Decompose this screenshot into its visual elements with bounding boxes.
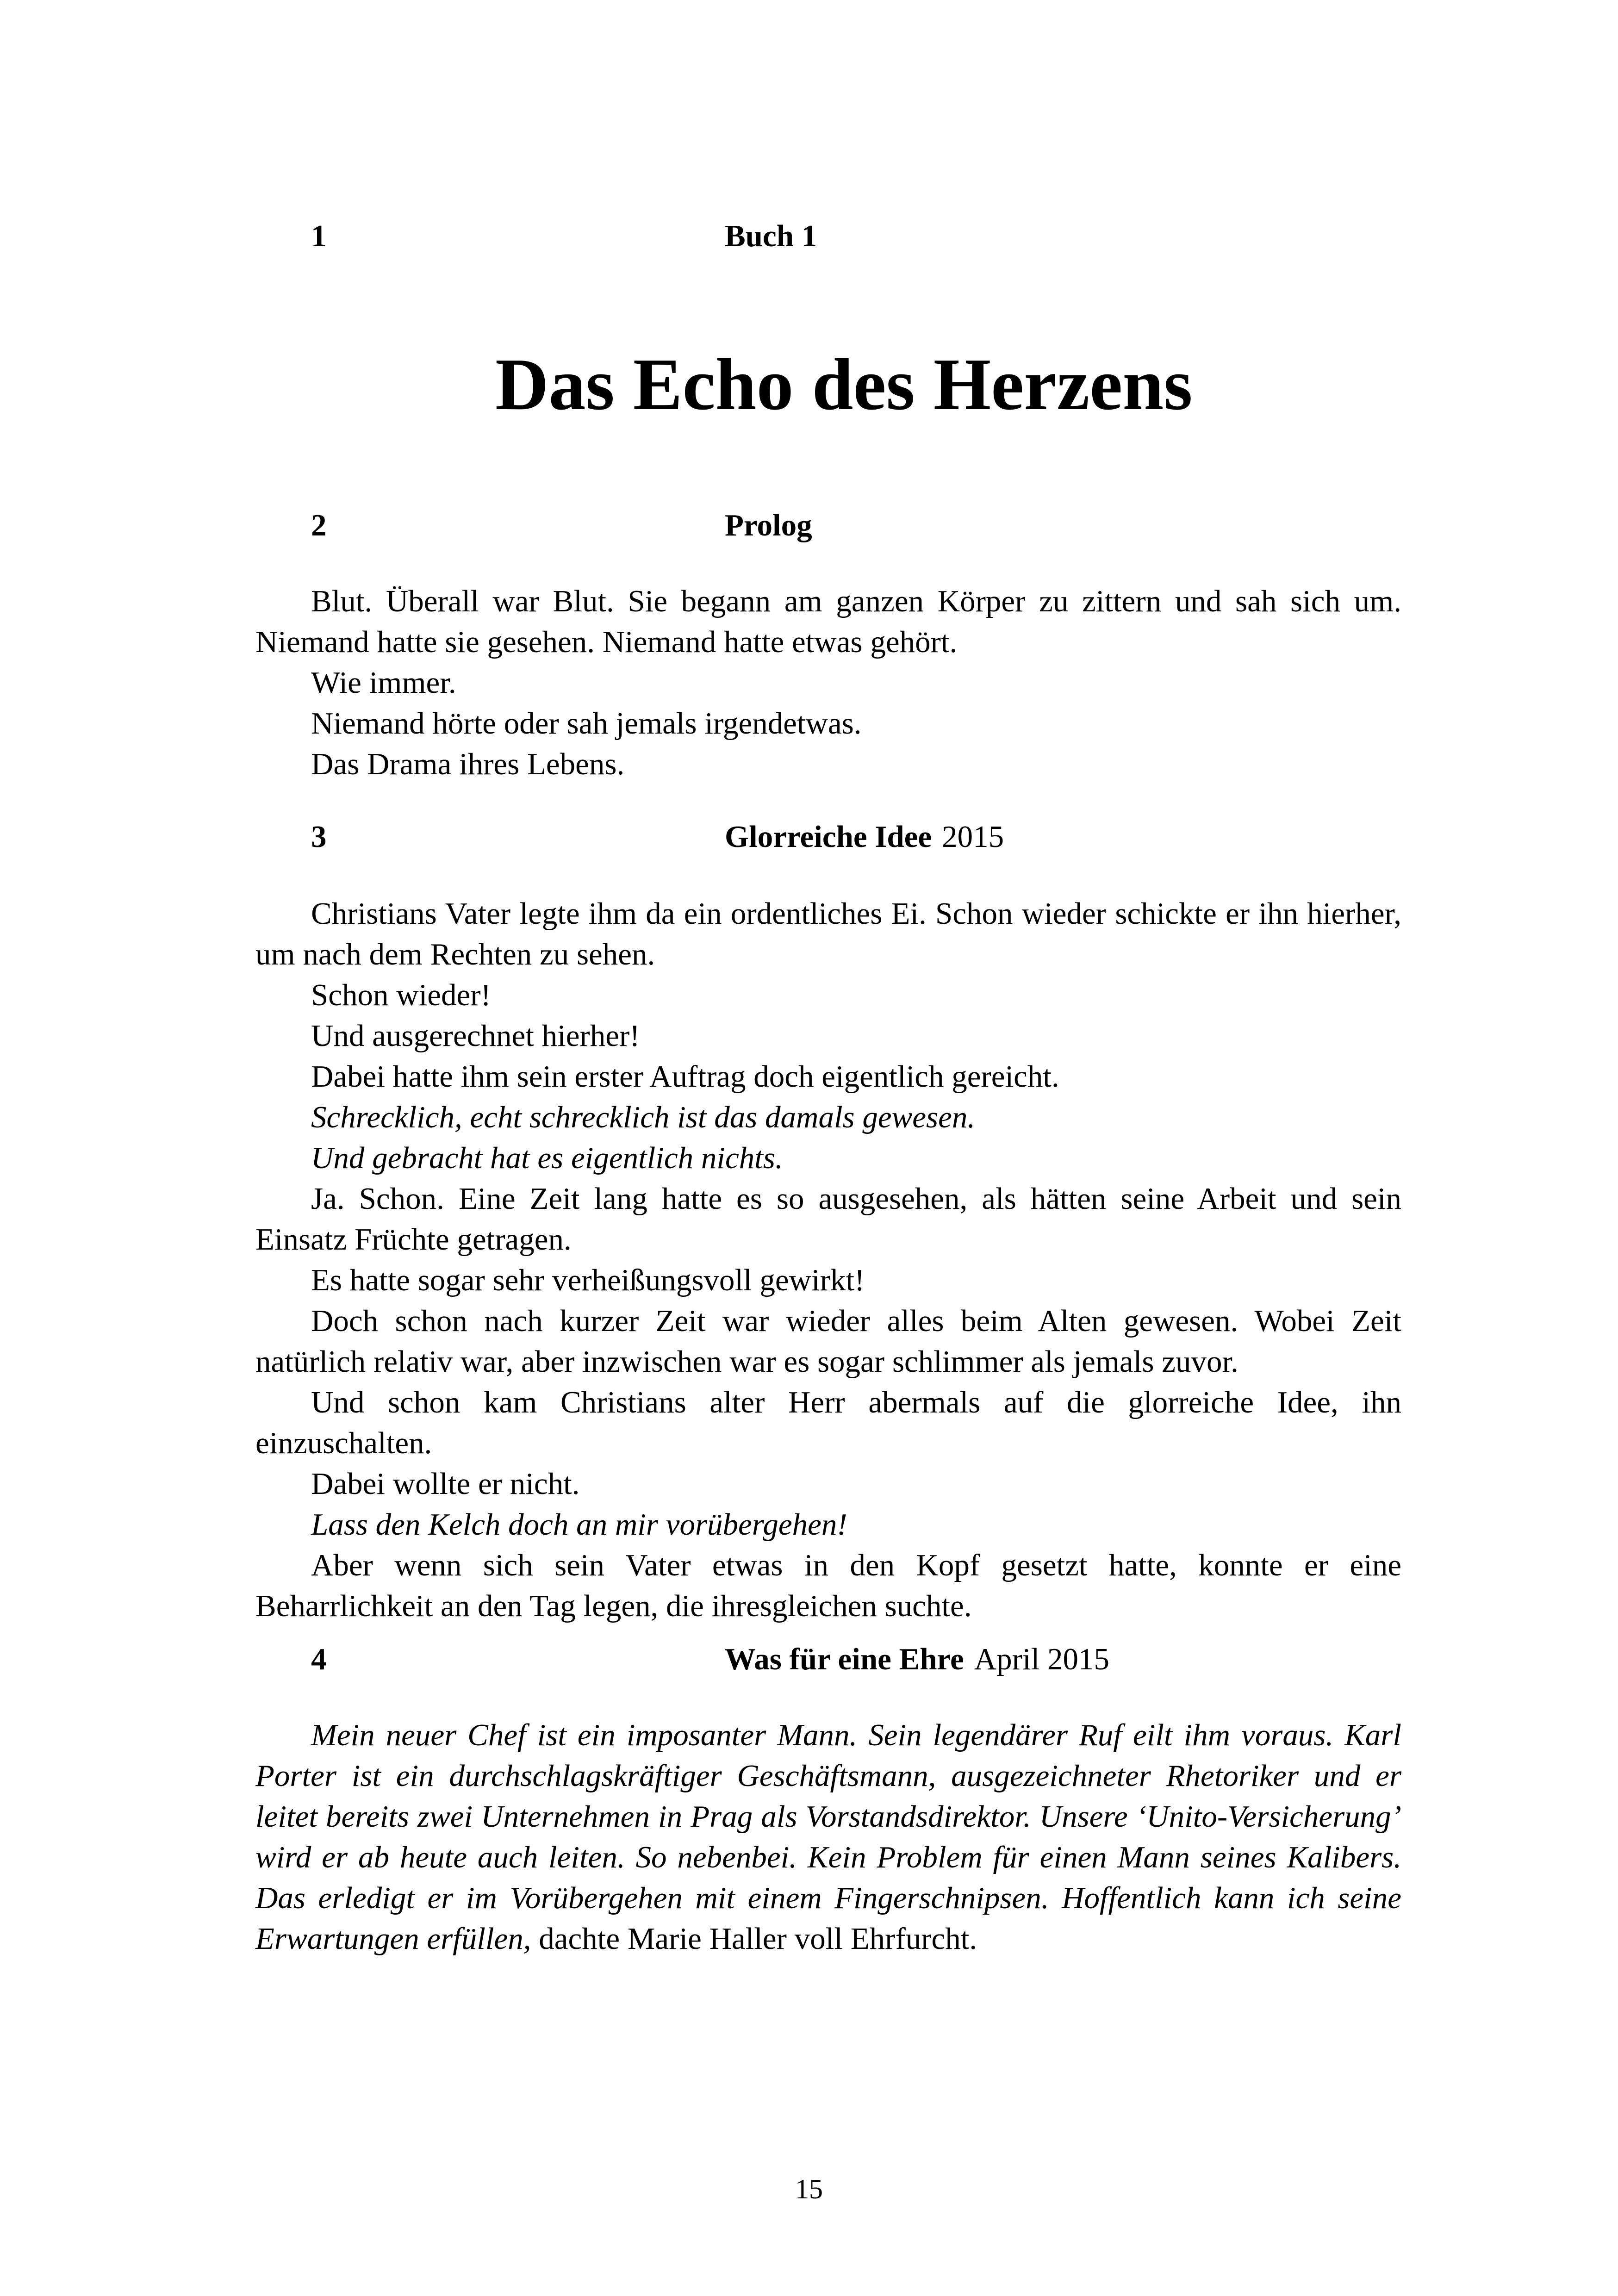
paragraph-italic: Und gebracht hat es eigentlich nichts. [311, 1141, 783, 1175]
chapter-date: April 2015 [974, 1642, 1109, 1676]
paragraph: Doch schon nach kurzer Zeit war wieder alles beim Alten gewesen. Wobei Zeit natürlich relativ war, aber inzwischen war es sogar schlimmer als jemals zuvor. [255, 1304, 1401, 1379]
chapter-2-body [255, 581, 1401, 784]
paragraph: Wie immer. [311, 666, 456, 700]
paragraph-italic: Lass den Kelch doch an mir vorübergehen! [311, 1507, 847, 1542]
paragraph: Niemand hörte oder sah jemals irgendetwas. [311, 706, 862, 740]
paragraph: Aber wenn sich sein Vater etwas in den Kopf gesetzt hatte, konnte er eine Beharrlichkeit an den Tag legen, die ihresgleichen suchte. [255, 1548, 1401, 1623]
chapter-title-text: Buch 1 [725, 219, 817, 253]
paragraph: Und schon kam Christians alter Herr abermals auf die glorreiche Idee, ihn einzuschalten. [255, 1385, 1401, 1460]
chapter-title [725, 502, 812, 548]
chapter-4-body [255, 1715, 1401, 1959]
chapter-heading-4 [255, 1636, 1401, 1682]
text-block [255, 0, 1401, 2296]
chapter-year: 2015 [942, 820, 1004, 854]
paragraph: Dabei wollte er nicht. [311, 1467, 580, 1501]
paragraph-italic: Schrecklich, echt schrecklich ist das damals gewesen. [311, 1100, 976, 1134]
chapter-heading-3 [255, 814, 1401, 860]
paragraph-roman-part: dachte Marie Haller voll Ehrfurcht. [531, 1922, 977, 1956]
paragraph-italic-part: Mein neuer Chef ist ein imposanter Mann. Sein legendärer Ruf eilt ihm voraus. Karl Porter ist ein durchschlagskräftiger Geschäftsmann, ausgezeichneter Rhetoriker und er leitet bereits zwei Unternehmen in Prag als Vorstandsdirektor. Unsere ‘Unito-Versicherung’ wird er ab heute auch leiten. So nebenbei. Kein Problem für einen Mann seines Kalibers. Das erledigt er im Vorübergehen mit einem Fingerschnipsen. Hoffentlich kann ich seine Erwartungen erfüllen, [255, 1718, 1401, 1956]
chapter-number: 3 [311, 820, 327, 854]
chapter-title [725, 814, 1004, 860]
paragraph: Und ausgerechnet hierher! [311, 1019, 640, 1053]
chapter-title [725, 1636, 1109, 1682]
chapter-title [725, 213, 817, 259]
chapter-heading-1 [255, 213, 1401, 259]
paragraph: Ja. Schon. Eine Zeit lang hatte es so ausgesehen, als hätten seine Arbeit und sein Einsatz Früchte getragen. [255, 1182, 1401, 1257]
paragraph: Es hatte sogar sehr verheißungsvoll gewirkt! [311, 1263, 865, 1297]
page-number: 15 [795, 2174, 823, 2204]
chapter-title-text: Glorreiche Idee [725, 820, 932, 854]
paragraph: Blut. Überall war Blut. Sie begann am ganzen Körper zu zittern und sah sich um. Niemand hatte sie gesehen. Niemand hatte etwas gehört. [255, 584, 1401, 659]
paragraph [255, 1715, 1401, 1959]
paragraph: Dabei hatte ihm sein erster Auftrag doch eigentlich gereicht. [311, 1059, 1059, 1094]
chapter-title-text: Prolog [725, 508, 812, 542]
chapter-number: 4 [311, 1642, 327, 1676]
chapter-heading-2 [255, 502, 1401, 548]
paragraph: Das Drama ihres Lebens. [311, 747, 625, 781]
paragraph: Schon wieder! [311, 978, 491, 1012]
chapter-3-body [255, 893, 1401, 1626]
book-title: Das Echo des Herzens [495, 343, 1193, 425]
chapter-number: 2 [311, 508, 327, 542]
paragraph: Christians Vater legte ihm da ein ordentliches Ei. Schon wieder schickte er ihn hierher, um nach dem Rechten zu sehen. [255, 896, 1401, 971]
chapter-number: 1 [311, 219, 327, 253]
chapter-title-text: Was für eine Ehre [725, 1642, 964, 1676]
